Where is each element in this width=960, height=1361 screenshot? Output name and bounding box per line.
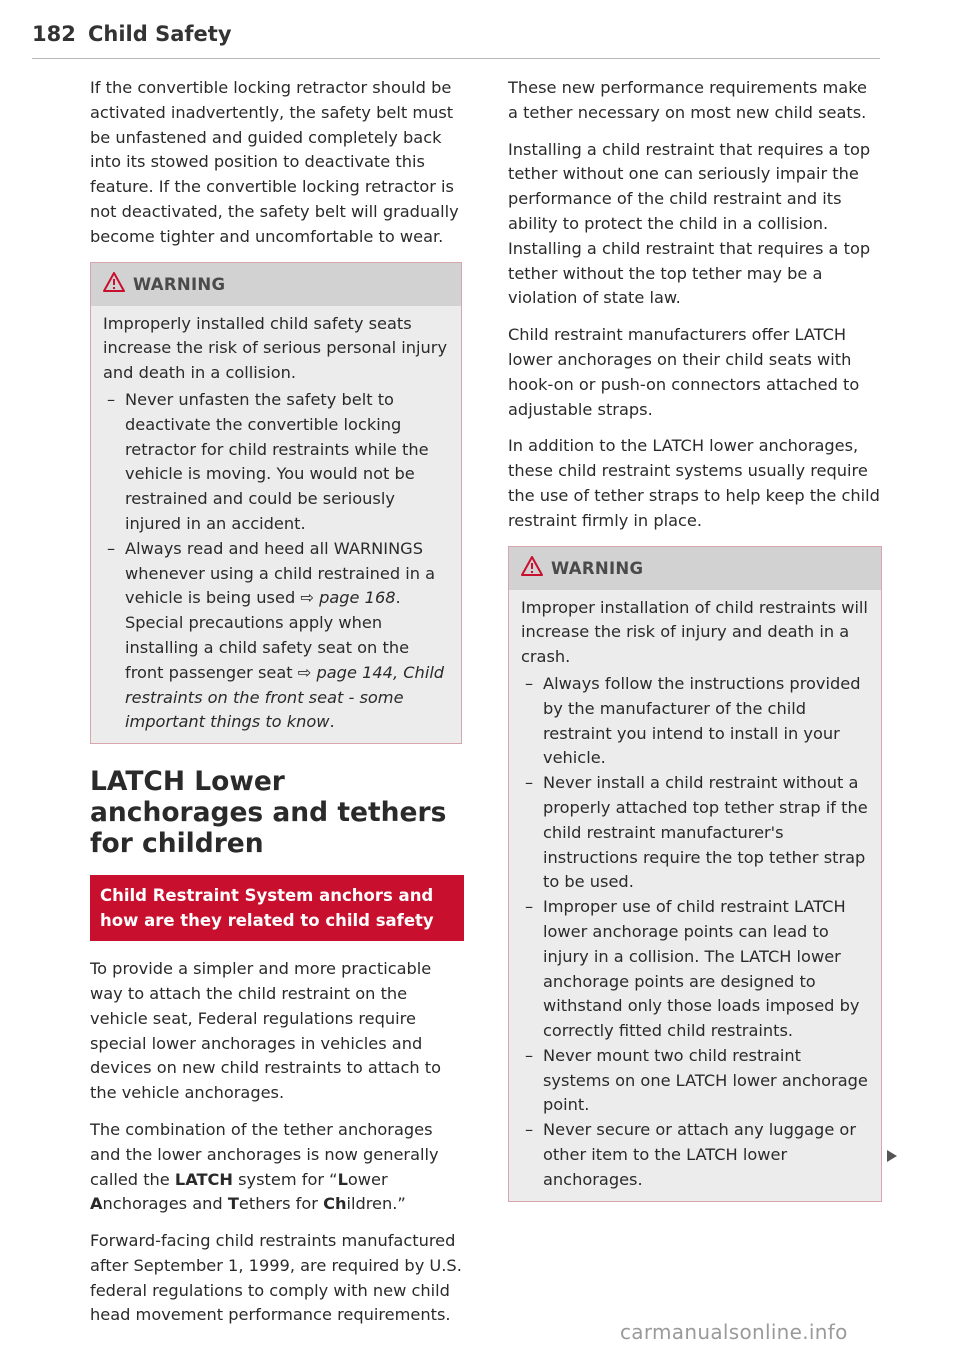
section-heading: LATCH Lower anchorages and tethers for children [90, 766, 447, 860]
body-paragraph: In addition to the LATCH lower anchorages, these child restraint systems usually require the use of tether straps to help keep the child restraint firmly in place. [508, 436, 880, 530]
subsection-banner: Child Restraint System anchors and how are they related to child safety [90, 875, 464, 941]
section-title: Child Safety [88, 22, 232, 46]
warning-title: WARNING [551, 558, 644, 578]
warning-box-left [90, 262, 462, 745]
warning-item: – Never install a child restraint without a properly attached top tether strap if the child restraint manufacturer's instructions require the top tether strap to be used. [521, 771, 871, 895]
watermark: carmanualsonline.info [620, 1320, 848, 1344]
continue-arrow-icon [886, 1148, 898, 1167]
body-paragraph: Installing a child restraint that requires a top tether without one can seriously impair the performance of the child restraint and its ability to protect the child in a collision. Installing a child restraint that requires a top tether without the top tether may be a violation of state law. [508, 139, 871, 308]
warning-item-text: Always read and heed all WARNINGS whenever using a child restrained in a vehicle is being used [125, 538, 436, 608]
warning-box-right [508, 546, 882, 1202]
warning-item: – Always follow the instructions provided by the manufacturer of the child restraint you intend to install in your vehicle. [521, 672, 871, 771]
left-column [90, 76, 464, 1340]
warning-item: – Never secure or attach any luggage or other item to the LATCH lower anchorages. [521, 1118, 871, 1192]
warning-item: – Never unfasten the safety belt to deactivate the convertible locking retractor for child restraints while the vehicle is moving. You would not be restrained and could be seriously injured in an accident. [103, 388, 451, 537]
body-paragraph: To provide a simpler and more practicable way to attach the child restraint on the vehicle seat, Federal regulations require special lower anchorages in vehicles and devices on new child restraints to attach to the vehicle anchorages. [90, 959, 442, 1103]
body-paragraph: These new performance requirements make a tether necessary on most new child seats. [508, 78, 867, 122]
body-paragraph: Child restraint manufacturers offer LATCH lower anchorages on their child seats with hook-on or push-on connectors attached to adjustable straps. [508, 325, 860, 419]
warning-lead: Improper installation of child restraints will increase the risk of injury and death in a crash. [521, 597, 868, 667]
warning-item-text: . Special precautions apply when installing a child safety seat on the front passenger seat [125, 588, 410, 682]
right-column [508, 76, 882, 1224]
warning-title: WARNING [133, 274, 226, 294]
warning-triangle-icon [103, 272, 125, 296]
page-number: 182 [32, 22, 76, 46]
page-reference-link[interactable]: ⇨ page 168 [300, 588, 396, 608]
warning-header [509, 547, 881, 590]
page-header [32, 22, 880, 59]
warning-header [91, 263, 461, 306]
warning-item: – Never mount two child restraint systems on one LATCH lower anchorage point. [521, 1044, 871, 1118]
warning-item-text: . [329, 712, 335, 732]
warning-lead: Improperly installed child safety seats increase the risk of serious personal injury and death in a collision. [103, 313, 448, 383]
intro-paragraph: If the convertible locking retractor should be activated inadvertently, the safety belt must be unfastened and guided completely back into its stowed position to deactivate this feature. If the convertible locking retractor is not deactivated, the safety belt will gradually become tighter and uncomfortable to wear. [90, 78, 459, 246]
warning-item [103, 537, 451, 735]
body-paragraph: The combination of the tether anchorages and the lower anchorages is now generally called the LATCH system for “Lower Anchorages and Tethers for Children.” [90, 1119, 439, 1214]
warning-item: – Improper use of child restraint LATCH lower anchorage points can lead to injury in a collision. The LATCH lower anchorage points are designed to withstand only those loads imposed by correctly fitted child restraints. [521, 895, 871, 1044]
warning-triangle-icon [521, 556, 543, 580]
body-paragraph: Forward-facing child restraints manufactured after September 1, 1999, are required by U.S. federal regulations to comply with new child head movement performance requirements. [90, 1231, 462, 1325]
page-reference-link[interactable]: ⇨ page 144, Child restraints on the front seat - some important things to know [125, 662, 445, 732]
